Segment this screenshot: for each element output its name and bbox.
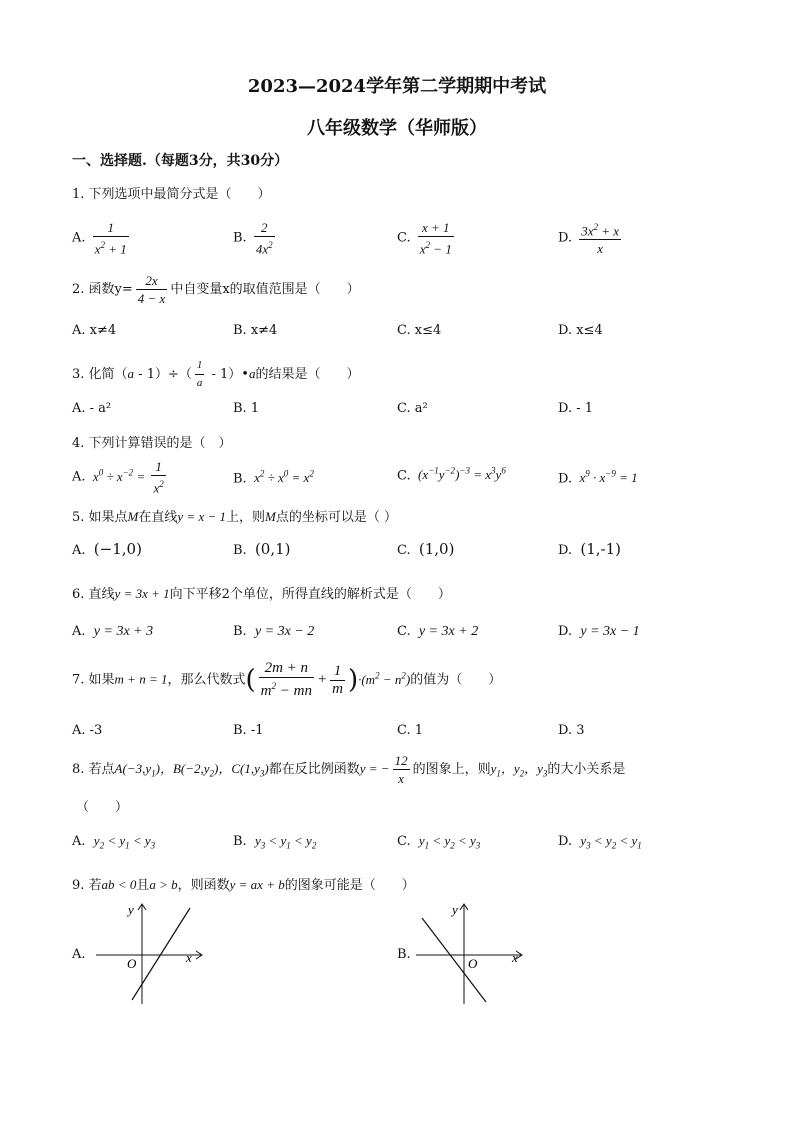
q5-option-c[interactable] xyxy=(397,540,454,558)
expression: $x^2 \div x^0 = x^2$ xyxy=(250,469,314,486)
question-6-stem xyxy=(72,583,451,602)
option-value: (1,0) xyxy=(418,540,455,558)
q1-option-c[interactable] xyxy=(397,219,457,257)
q4-option-a[interactable] xyxy=(72,458,169,496)
stem-part: - 1）÷（ xyxy=(134,367,192,382)
expression: m + n = 1 xyxy=(114,671,168,687)
stem-suffix: 中自变量x的取值范围是（ ） xyxy=(170,282,360,297)
option-label: A. xyxy=(72,230,86,246)
option-value: y = 3x + 3 xyxy=(93,624,154,639)
q5-option-a[interactable] xyxy=(72,540,142,558)
q8-option-c[interactable] xyxy=(397,833,480,851)
expression: + xyxy=(316,671,328,688)
expression: y = x − 1 xyxy=(177,509,226,524)
fraction: $\frac{1}{x^2 + 1}$ xyxy=(94,220,127,257)
question-3-stem xyxy=(72,357,360,392)
fraction: $\frac{1}{m}$ xyxy=(332,662,343,697)
stem-part: 的图象上，则 xyxy=(412,762,491,777)
stem-part: 5. 如果点 xyxy=(72,510,128,525)
stem-suffix: 向下平移2个单位，所得直线的解析式是（ ） xyxy=(169,587,451,602)
stem-var: a xyxy=(248,366,256,381)
q7-option-c[interactable]: C. 1 xyxy=(397,723,424,738)
option-label: C. xyxy=(397,468,411,484)
option-label: A. xyxy=(72,469,86,485)
expression: y = − xyxy=(359,761,390,776)
option-value: y = 3x − 1 xyxy=(580,624,640,639)
q5-option-b[interactable] xyxy=(233,540,291,558)
fraction: $\frac{2x}{4 - x}$ xyxy=(137,273,166,306)
stem-part: 上，则 xyxy=(226,510,266,525)
question-1-stem: 1. 下列选项中最简分式是（ ） xyxy=(72,187,271,202)
x-label: x xyxy=(186,950,192,965)
q5-option-d[interactable] xyxy=(558,540,621,558)
q8-option-d[interactable] xyxy=(558,833,642,851)
stem-part: 6. 直线 xyxy=(72,587,115,602)
origin-label: O xyxy=(468,956,478,971)
option-label: D. xyxy=(558,834,573,849)
expression: $x^9 \cdot x^{-9} = 1$ xyxy=(576,469,638,486)
stem-suffix: 点的坐标可以是（ ） xyxy=(275,510,397,525)
expression: $y_1$，$y_2$，$y_3$ xyxy=(490,761,548,779)
fraction: $\frac{2}{4x^2}$ xyxy=(255,220,273,257)
option-label: D. xyxy=(558,230,573,246)
question-5-stem xyxy=(72,506,397,525)
expression: $y_1 < y_2 < y_3$ xyxy=(418,833,481,851)
q6-option-c[interactable] xyxy=(397,624,478,640)
x-label: x xyxy=(512,950,518,965)
expression: $x^0 \div x^{-2}$ = xyxy=(89,467,149,484)
q6-option-a[interactable] xyxy=(72,624,153,640)
stem-var: M xyxy=(265,509,276,524)
stem-var: M xyxy=(127,509,139,524)
q3-option-a[interactable]: A. ‐ a² xyxy=(72,401,112,416)
q1-option-d[interactable] xyxy=(558,219,624,257)
q4-option-b[interactable] xyxy=(233,469,314,486)
fraction: $\frac{1}{a}$ xyxy=(196,359,203,389)
page-subtitle: 八年级数学（华师版） xyxy=(307,118,487,139)
stem-prefix: 2. 函数y= xyxy=(72,282,133,297)
fraction: $\frac{x + 1}{x^2 - 1}$ xyxy=(419,220,452,257)
q2-option-b[interactable]: B. x≠4 xyxy=(233,323,278,338)
q3-option-b[interactable]: B. 1 xyxy=(233,401,260,416)
stem-var: a xyxy=(127,366,135,381)
q9-option-b-graph[interactable] xyxy=(410,900,530,1008)
q1-option-b[interactable] xyxy=(233,219,278,257)
stem-part: 且 xyxy=(136,878,150,893)
stem-part: 3. 化简（ xyxy=(72,367,128,382)
q3-option-c[interactable]: C. a² xyxy=(397,401,428,416)
option-label: D. xyxy=(558,624,573,639)
question-8-paren: （ ） xyxy=(76,800,129,815)
option-label: B. xyxy=(233,471,247,487)
q9-option-a-label[interactable]: A. xyxy=(72,947,86,962)
paren: ( xyxy=(245,665,256,695)
fraction: $\frac{12}{x}$ xyxy=(394,753,408,786)
q3-option-d[interactable]: D. ‐ 1 xyxy=(558,401,594,416)
option-value: (0,1) xyxy=(254,540,291,558)
expression: $\cdot(m^2 - n^2)$ xyxy=(358,670,411,687)
q9-option-b-label[interactable]: B. xyxy=(397,947,411,962)
option-value: y = 3x + 2 xyxy=(418,624,479,639)
stem-suffix: 的图象可能是（ ） xyxy=(284,878,415,893)
q6-option-d[interactable] xyxy=(558,624,640,640)
option-label: C. xyxy=(397,543,411,558)
expression: y = ax + b xyxy=(229,877,285,892)
q2-option-c[interactable]: C. x≤4 xyxy=(397,323,442,338)
option-value: (−1,0) xyxy=(93,540,142,558)
q8-option-a[interactable] xyxy=(72,833,155,851)
option-label: D. xyxy=(558,471,573,487)
stem-suffix: 的结果是（ ） xyxy=(255,367,360,382)
q2-option-a[interactable]: A. x≠4 xyxy=(72,323,117,338)
q7-option-b[interactable]: B. -1 xyxy=(233,723,264,738)
expression: $A(-3,y_1)$，$B(-2,y_2)$，$C(1,y_3)$ xyxy=(114,761,269,779)
q9-option-a-graph[interactable] xyxy=(90,900,210,1008)
stem-part: - 1）• xyxy=(207,367,249,382)
q8-option-b[interactable] xyxy=(233,833,316,851)
option-label: B. xyxy=(233,834,247,849)
question-9-stem xyxy=(72,874,415,893)
option-label: B. xyxy=(233,543,247,558)
fraction: $\frac{2m + n}{m^2 - mn}$ xyxy=(260,660,312,699)
q6-option-b[interactable] xyxy=(233,624,314,640)
fraction: $\frac{3x^2 + x}{x}$ xyxy=(579,219,621,257)
page-title: 2023—2024学年第二学期期中考试 xyxy=(247,76,547,97)
q4-option-d[interactable] xyxy=(558,469,638,486)
expression: $(x^{-1}y^{-2})^{-3} = x^3y^6$ xyxy=(414,466,506,483)
stem-suffix: 的大小关系是 xyxy=(547,762,626,777)
option-label: A. xyxy=(72,834,86,849)
origin-label: O xyxy=(127,956,137,971)
option-label: C. xyxy=(397,834,411,849)
q7-option-a[interactable]: A. -3 xyxy=(72,723,103,738)
q4-option-c[interactable] xyxy=(397,466,506,483)
stem-part: 在直线 xyxy=(138,510,178,525)
option-label: C. xyxy=(397,624,411,639)
stem-part: 8. 若点 xyxy=(72,762,115,777)
option-label: A. xyxy=(72,543,86,558)
stem-part: ，则函数 xyxy=(177,878,230,893)
stem-part: 7. 如果 xyxy=(72,672,115,688)
expression: a > b xyxy=(149,877,178,892)
option-label: B. xyxy=(233,230,247,246)
stem-suffix: 的值为（ ） xyxy=(410,672,502,688)
option-value: y = 3x − 2 xyxy=(254,624,315,639)
y-label: y xyxy=(128,902,134,917)
expression: ab < 0 xyxy=(101,877,137,892)
stem-part: ，那么代数式 xyxy=(167,672,246,688)
stem-part: 都在反比例函数 xyxy=(268,762,360,777)
fraction: $\frac{1}{x^2}$ xyxy=(153,459,164,496)
paren: ) xyxy=(347,665,359,695)
option-label: D. xyxy=(558,543,573,558)
option-value: (1,‐1) xyxy=(580,540,621,558)
q7-option-d[interactable]: D. 3 xyxy=(558,723,585,738)
question-4-stem: 4. 下列计算错误的是（ ） xyxy=(72,436,232,451)
question-8-stem xyxy=(72,752,625,787)
option-label: B. xyxy=(233,624,247,639)
y-label: y xyxy=(452,902,458,917)
expression: $y_3 < y_2 < y_1$ xyxy=(580,833,642,851)
option-label: A. xyxy=(72,624,86,639)
section-heading: 一、选择题.（每题3分，共30分） xyxy=(72,153,289,169)
expression: y = 3x + 1 xyxy=(114,586,170,601)
expression: $y_2 < y_1 < y_3$ xyxy=(93,833,156,851)
expression: $y_3 < y_1 < y_2$ xyxy=(254,833,317,851)
question-2-stem xyxy=(72,272,360,307)
q2-option-d[interactable]: D. x≤4 xyxy=(558,323,603,338)
q1-option-a[interactable] xyxy=(72,219,132,257)
function-line xyxy=(132,908,190,1000)
stem-part: 9. 若 xyxy=(72,878,102,893)
option-label: C. xyxy=(397,230,411,246)
question-7-stem xyxy=(72,660,501,700)
